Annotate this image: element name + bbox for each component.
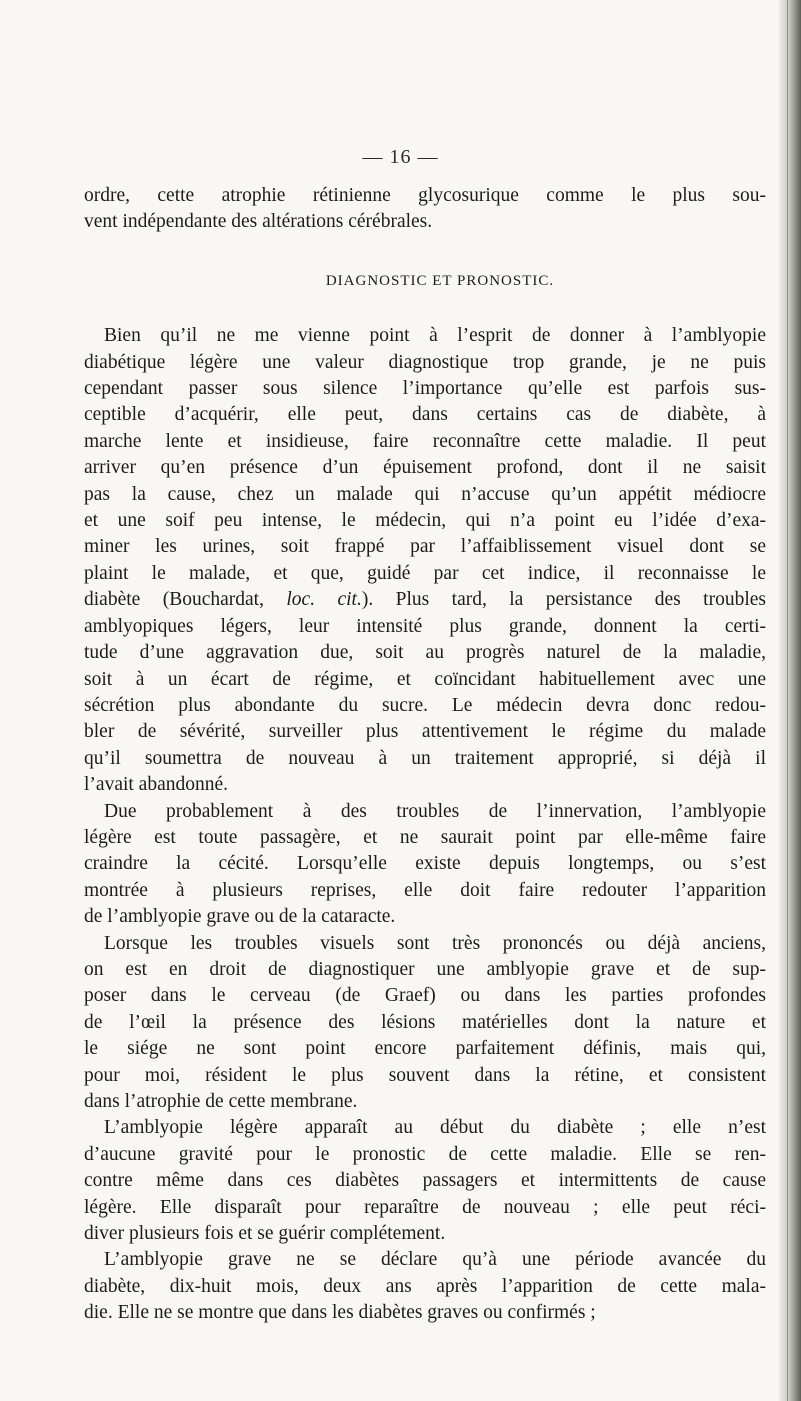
paragraph-line: soit à un écart de régime, et coïncidant habituellement avec une: [84, 668, 766, 690]
paragraph-line: L’amblyopie grave ne se déclare qu’à une période avancée du: [104, 1249, 766, 1271]
paragraph-line: dans l’atrophie de cette membrane.: [84, 1091, 358, 1112]
body-text: [84, 183, 766, 1327]
paragraph-line: de l’amblyopie grave ou de la cataracte.: [84, 906, 396, 928]
paragraph-line: pas la cause, chez un malade qui n’accuse qu’un appétit médiocre: [84, 483, 766, 505]
paragraph-line: cependant passer sous silence l’importance qu’elle est parfois sus-: [84, 378, 766, 400]
paragraph-line: amblyopiques légers, leur intensité plus grande, donnent la certi-: [84, 615, 766, 637]
page-edge-line: [787, 0, 788, 1401]
paragraph-line: le siége ne sont point encore parfaitement définis, mais qui,: [84, 1038, 766, 1060]
paragraph-line: craindre la cécité. Lorsqu’elle existe depuis longtemps, ou s’est: [84, 853, 766, 875]
paragraph-line: légère. Elle disparaît pour reparaître de nouveau ; elle peut réci-: [84, 1196, 766, 1218]
paragraph-line: bler de sévérité, surveiller plus attentivement le régime du malade: [84, 721, 766, 743]
paragraph-line: ceptible d’acquérir, elle peut, dans certains cas de diabète, à: [84, 404, 766, 426]
page-edge-shadow: [779, 0, 801, 1401]
paragraph-line: diabète, dix-huit mois, deux ans après l’apparition de cette mala-: [84, 1275, 766, 1297]
paragraph: [84, 799, 766, 931]
paragraph-line: contre même dans ces diabètes passagers et intermittents de cause: [84, 1170, 766, 1192]
paragraph-line: l’avait abandonné.: [84, 774, 229, 796]
paragraph-line: die. Elle ne se montre que dans les diabètes graves ou confirmés ;: [84, 1302, 596, 1324]
page-number: — 16 —: [362, 146, 439, 168]
paragraph-line: tude d’une aggravation due, soit au progrès naturel de la maladie,: [84, 642, 766, 664]
paragraph-line: Lorsque les troubles visuels sont très prononcés ou déjà anciens,: [104, 932, 766, 954]
paragraph: [84, 931, 766, 1116]
paragraphs: [84, 323, 766, 1326]
section-heading: DIAGNOSTIC ET PRONOSTIC.: [325, 272, 555, 289]
paragraph-line: diver plusieurs fois et se guérir complétement.: [84, 1223, 446, 1245]
paragraph: [84, 323, 766, 798]
paragraph-line: miner les urines, soit frappé par l’affaiblissement visuel dont se: [84, 536, 766, 558]
paragraph-line: de l’œil la présence des lésions matérielles dont la nature et: [84, 1011, 766, 1033]
paragraph-line: on est en droit de diagnostiquer une amblyopie grave et de sup-: [84, 958, 766, 980]
paragraph-line: Bien qu’il ne me vienne point à l’esprit de donner à l’amblyopie: [104, 325, 766, 347]
paragraph-line: arriver qu’en présence d’un épuisement profond, dont il ne saisit: [84, 457, 766, 479]
paragraph-line: diabétique légère une valeur diagnostique trop grande, je ne puis: [84, 351, 766, 373]
paragraph-line: diabète (Bouchardat, loc. cit.). Plus tard, la persistance des troubles: [84, 589, 766, 611]
paragraph: [84, 1247, 766, 1326]
paragraph-line: L’amblyopie légère apparaît au début du diabète ; elle n’est: [104, 1117, 766, 1139]
paragraph-line: qu’il soumettra de nouveau à un traitement approprié, si déjà il: [84, 747, 766, 769]
paragraph-line: poser dans le cerveau (de Graef) ou dans les parties profondes: [84, 985, 766, 1007]
paragraph-line: montrée à plusieurs reprises, elle doit faire redouter l’apparition: [84, 879, 766, 901]
paragraph-line: marche lente et insidieuse, faire reconnaître cette maladie. Il peut: [84, 430, 766, 452]
paragraph-line: pour moi, résident le plus souvent dans la rétine, et consistent: [84, 1064, 766, 1086]
paragraph-line: légère est toute passagère, et ne saurait point par elle-même faire: [84, 826, 766, 848]
paragraph-line: plaint le malade, et que, guidé par cet indice, il reconnaisse le: [84, 562, 766, 584]
paragraph-line: d’aucune gravité pour le pronostic de cette maladie. Elle se ren-: [84, 1143, 766, 1165]
intro-line: ordre, cette atrophie rétinienne glycosurique comme le plus sou-: [84, 185, 766, 206]
paragraph-line: et une soif peu intense, le médecin, qui n’a point eu l’idée d’exa-: [84, 510, 766, 532]
paragraph-line: sécrétion plus abondante du sucre. Le médecin devra donc redou-: [84, 694, 766, 716]
paragraph-line: Due probablement à des troubles de l’innervation, l’amblyopie: [104, 800, 766, 822]
intro-line: vent indépendante des altérations cérébrales.: [84, 211, 433, 233]
paragraph: [84, 1115, 766, 1247]
